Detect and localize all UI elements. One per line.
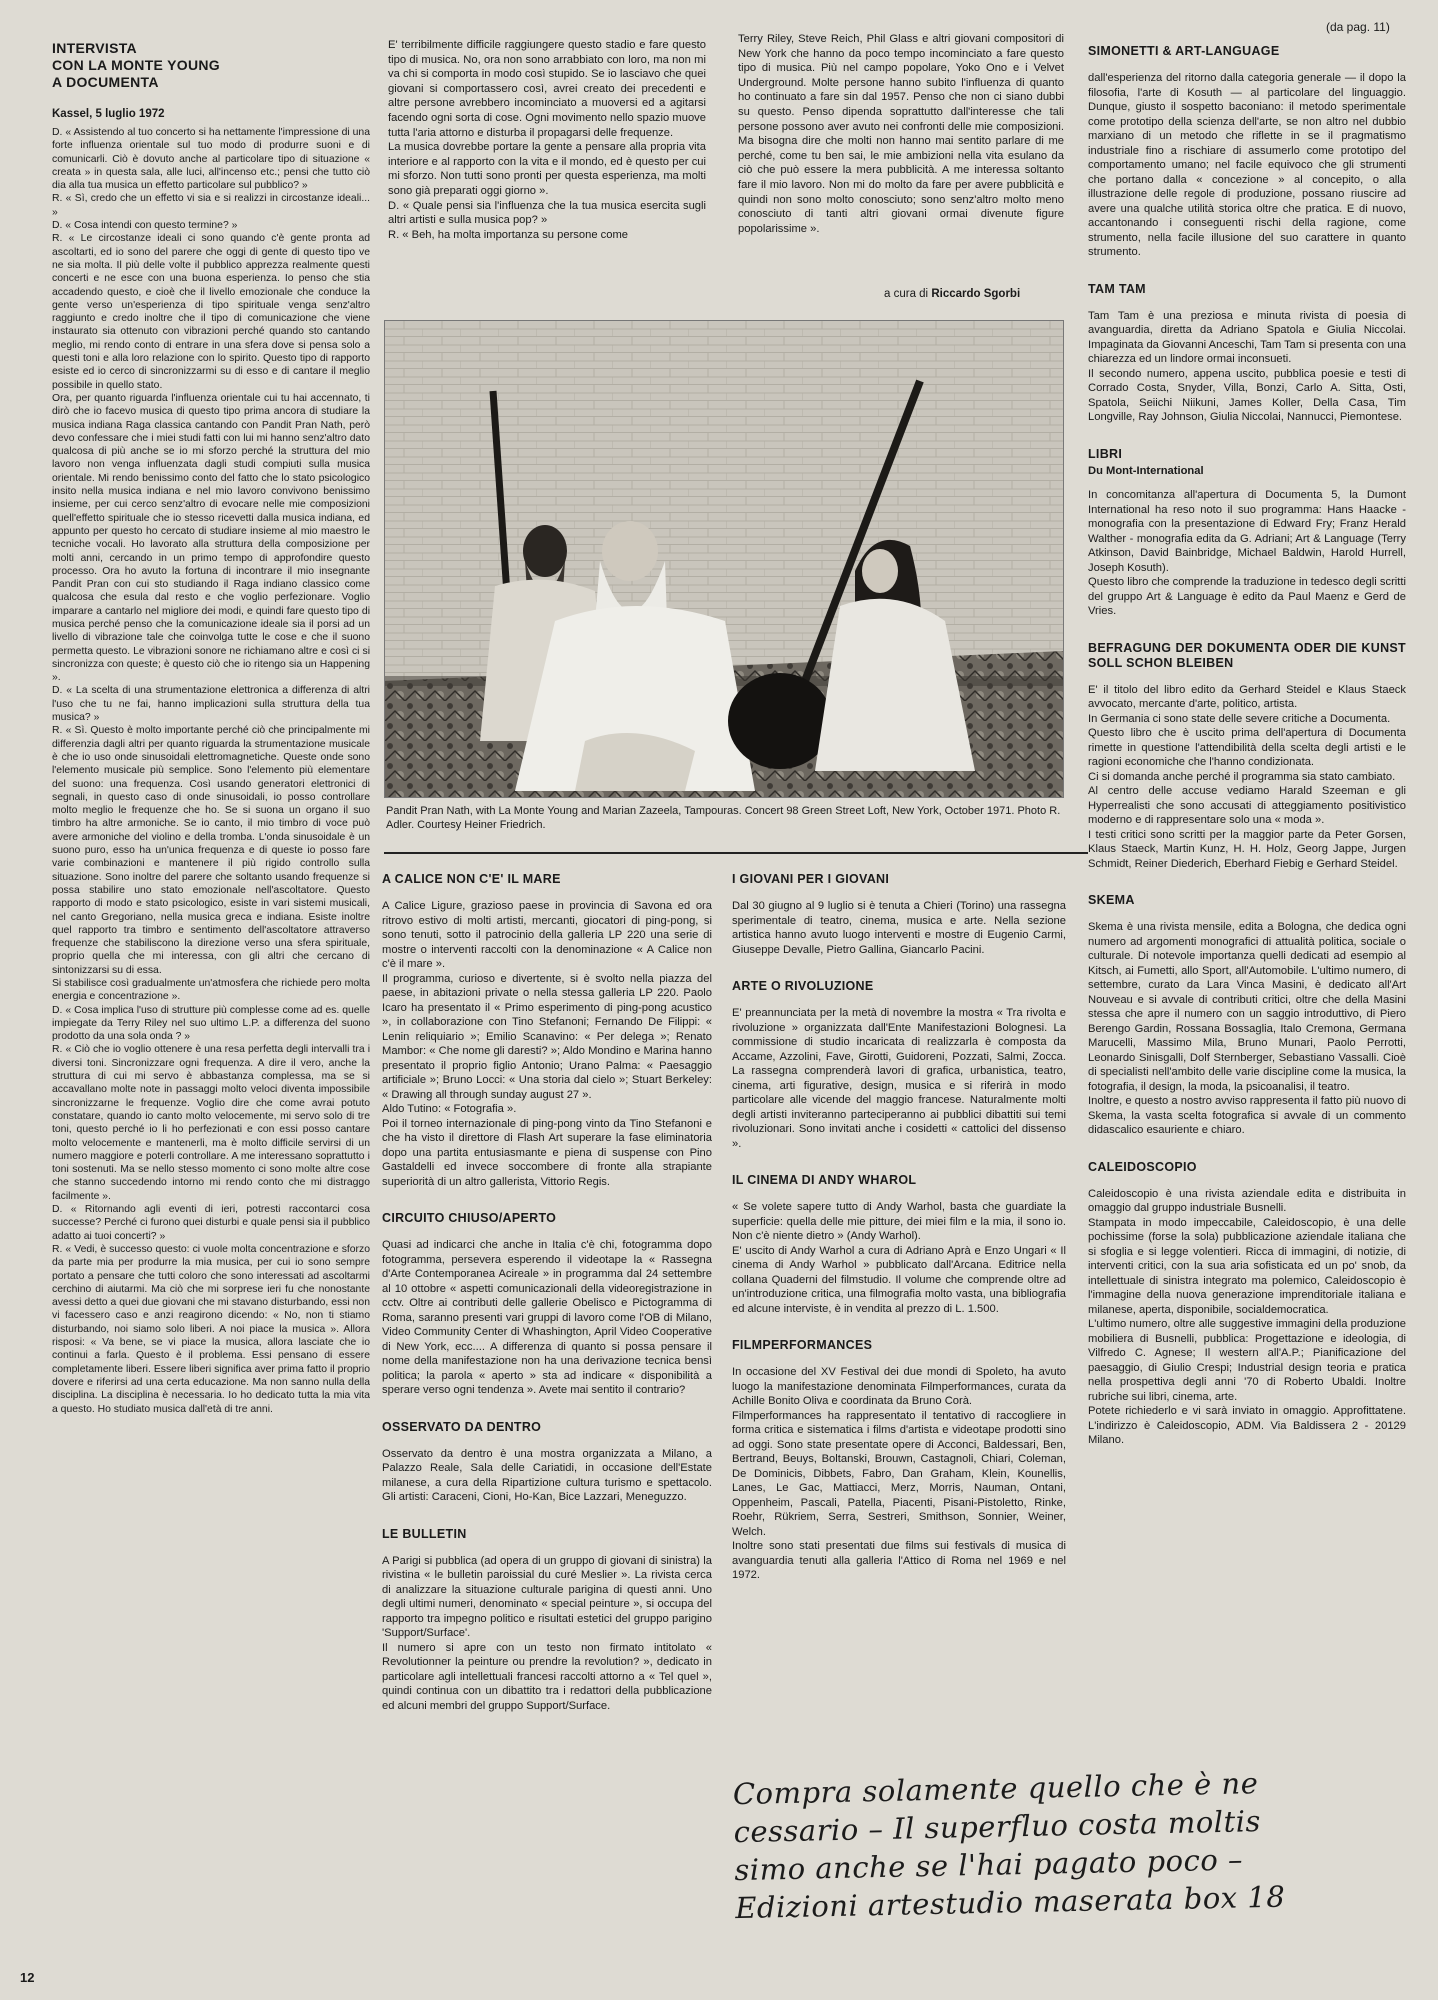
paragraph: D. « Cosa implica l'uso di strutture più complesse come ad es. quelle impiegate da Terry Riley nel suo ultimo L.P. a differenza del suono prodotto da una sola onda ? » [52, 1004, 370, 1043]
paragraph: D. « Quale pensi sia l'influenza che la tua musica esercita sugli altri artisti e sulla musica pop? » [388, 199, 706, 227]
section-title: LIBRI [1088, 446, 1123, 461]
section-title: FILMPERFORMANCES [732, 1338, 873, 1352]
section-divider [384, 852, 1088, 854]
interview-dateline: Kassel, 5 luglio 1972 [52, 108, 165, 120]
paragraph: R. « Ciò che io voglio ottenere è una resa perfetta degli intervalli tra i diversi toni. Sincronizzare ogni frequenza. A dire il vero, anche la struttura di cui mi servo è abbastanza complessa, ma se si accavallano molte note in passaggi molto veloci diventa impossibile sincronizzarne le frequenze. Voglio dire che come avrai potuto constatare, quando io canto molto velocemente, mi servo solo di tre toni, questo perché io li ho perfezionati e con essi posso cantare molto velocemente e mantenerli, ma è molto difficile servirsi di un numero maggiore e poterli controllare. A me interessano soprattutto i toni sostenuti. Ma se nello stesso momento ci sono molte altre cose che stanno succedendo intorno mi rendo conto che mi distraggo facilmente ». [52, 1044, 370, 1202]
paragraph: Ora, per quanto riguarda l'influenza orientale cui tu hai accennato, ti dirò che io facevo musica di questo tipo prima ancora di studiare la musica indiana Raga classica cantando con Pandit Pran Nath, però devo confessare che i miei studi fatti con lui mi hanno senz'altro dato qualcosa di più anche se io mi sforzo perché la struttura del mio lavoro non venga influenzata dagli studi compiuti sulla musica orientale. Mi rendo benissimo conto del fatto che lo stato psicologico insito nella musica indiana e nel mio lavoro convivono benissimo insieme, per cui cerco senz'altro di evocare nelle mie composizioni quell'effetto spirituale che io stesso ricevetti dalla musica indiana, ed appunto per questo ho cercato di studiare insieme al mio maestro le tecniche vocali. Ho lavorato alla struttura della composizione per molti anni, cercando in un primo tempo di approfondire questo processo. Ora ho avuto la fortuna di incontrare il mio insegnante Pandit Pran con cui sto studiando il Raga indiano classico come qualcosa che esula dal resto e che voglio perfezionare. Voglio imparare a cantarlo nel migliore dei modi, e quindi fare questo tipo di musica perché penso che la comunicazione ideale sia il porsi ad un livello di vibrazione tale che coinvolga tutte le cose e che il suono permetta questo. Le vibrazioni sonore ne richiamano altre e così ci si sincronizza con queste; è questo ciò che io ritengo sia un Happening ». [52, 392, 370, 684]
photo-caption: Pandit Pran Nath, with La Monte Young and Marian Zazeela, Tampouras. Concert 98 Green Street Loft, New York, October 1971. Photo R. Adler. Courtesy Heiner Friedrich. [386, 805, 1061, 831]
interview-title-line: CON LA MONTE YOUNG [52, 57, 220, 73]
paragraph: Tam Tam è una preziosa e minuta rivista di poesia di avanguardia, diretta da Adriano Spatola e Giulia Niccolai. Impaginata da Giovanni Anceschi, Tam Tam si presenta con una chiarezza ed un lindore ormai inconsueti. [1088, 309, 1406, 365]
paragraph: E' uscito di Andy Warhol a cura di Adriano Aprà e Enzo Ungari « Il cinema di Andy Warhol » pubblicato dall'Arcana. Editrice nella collana Quaderni del filmstudio. Il volume che comprende oltre ad un'introduzione critica, una filmografia molto vasta, una bibliografia ed alcune interviste, è in vendita al prezzo di L. 1.500. [732, 1244, 1066, 1315]
news-column-a [382, 872, 712, 1972]
interview-title-line: INTERVISTA [52, 40, 137, 56]
page-number: 12 [20, 1970, 35, 1985]
paragraph: In Germania ci sono state delle severe critiche a Documenta. [1088, 712, 1391, 725]
paragraph: E' il titolo del libro edito da Gerhard Steidel e Klaus Staeck avvocato, mercante d'arte, politico, artista. [1088, 683, 1406, 710]
paragraph: Il programma, curioso e divertente, si è svolto nella piazza del paese, in abitazioni private o nella stessa galleria LP 220. Paolo Icaro ha presentato il « Primo esperimento di ping-pong acustico », in collaborazione con Tino Stefanoni; Fernando De Filippi: « Lenin reliquiario »; Emilio Scanavino: « Per delega »; Renato Mambor: « Che nome gli daresti? »; Aldo Mondino e Marina hanno presentato il proprio figlio Antonio; Urano Palma: « Paesaggio artificiale »; Bruno Locci: « Una storia dal cielo »; Stuart Berkeley: « Drawing all through sunday august 27 ». [382, 972, 712, 1101]
paragraph: L'ultimo numero, oltre alle suggestive immagini della produzione mobiliera di Busnelli, pubblica: Progettazione e ideologia, di Vilfredo C. Agnese; Il western all'A.P.; Pianificazione del paesaggio, di Giulio Crespi; Industrial design teoria e pratica nella prospettiva degli anni '70 di Roberto Ubaldi. Inoltre rubriche sui libri, cinema, arte. [1088, 1318, 1406, 1403]
paragraph: Al centro delle accuse vediamo Harald Szeeman e gli Hyperrealisti che sono accusati di atteggiamento positivistico moderno e di rappresentare solo una « moda ». [1088, 785, 1406, 826]
news-column-right [1088, 44, 1406, 1764]
section-title: CALEIDOSCOPIO [1088, 1159, 1197, 1174]
handwritten-line: Edizioni artestudio maserata box 18 [734, 1879, 1286, 1926]
paragraph: Poi il torneo internazionale di ping-pong vinto da Tino Stefanoni e che ha visto il direttore di Flash Art superare la fase eliminatoria dopo una partita entusiasmante e piena di suspense con Pino Gastaldelli ed invece soccombere di fronte alla strapiante superiorità di un altro gallerista, Vittorio Regis. [382, 1117, 712, 1188]
paragraph: I testi critici sono scritti per la maggior parte da Peter Gorsen, Klaus Staeck, Martin Kunz, H. H. Holz, Georg Jappe, Jurgen Schmidt, Reiner Diederich, Eberhard Fiebig e Gerhard Steidel. [1088, 828, 1406, 870]
paragraph: Si stabilisce così gradualmente un'atmosfera che richiede pero molta energia e concentrazione ». [52, 978, 370, 1003]
paragraph: Caleidoscopio è una rivista aziendale edita e distribuita in omaggio dal gruppo industriale Busnelli. [1088, 1187, 1406, 1214]
section-title: IL CINEMA DI ANDY WHAROL [732, 1173, 917, 1187]
paragraph: A Parigi si pubblica (ad opera di un gruppo di giovani di sinistra) la rivistina « le bulletin paroissial du curé Meslier ». La rivista cerca di analizzare la situazione culturale parigina di questi anni. Uno degli ultimi numeri, denominato « special peinture », si occupa del rapporto tra impegno politico e risultati estetici del gruppo parigino 'Support/Surface'. [382, 1554, 712, 1639]
paragraph: D. « Ritornando agli eventi di ieri, potresti raccontarci cosa successe? Perché ci furono quei disturbi e quale pensi sia il pubblico adatto ai tuoi concerti? » [52, 1204, 370, 1242]
handwritten-note [732, 1761, 1415, 1927]
credit-prefix: a cura di [884, 288, 929, 300]
paragraph: R. « Sì, credo che un effetto vi sia e si realizzi in circostanze ideali... » [52, 193, 370, 218]
paragraph: Filmperformances ha rappresentato il tentativo di raccogliere in forma critica e sistematica i films d'artista e videotape prodotti sino ad oggi. Sono state presentate opere di Acconci, Baldessari, Ben, Bertrand, Beuys, Boltanski, Brouwn, Castagnoli, Chiari, Coleman, De Dominicis, Dibbets, Fabro, Dan Graham, Klein, Kounellis, Lanes, Le Gac, Mattiacci, Merz, Morris, Nauman, Ontani, Oppenheim, Pascali, Patella, Piacenti, Pisani-Pistoletto, Rinke, Roehr, Rükriem, Serra, Sestreri, Smithson, Sonnier, Weiner, Welch. [732, 1409, 1066, 1538]
paragraph: R. « Vedi, è successo questo: ci vuole molta concentrazione e sforzo da parte mia per produrre la mia musica, per cui io sono sempre portato a pensare che tutti coloro che sono interessati ad ascoltarmi cerchino di aiutarmi. Ma ciò che mi sorprese ieri fu che nonostante avessi detto a quei due giovani che mi stavano disturbando, essi non vi facessero caso e anzi reagirono dicendo: « No, non ti stiamo disturbando, noi siamo solo liberi. A noi piace la musica ». Allora risposi: « Va bene, se vi piace la musica, allora lasciate che io continui a farla. Questo è il problema. Essi pensano di essere completamente liberi. Essere liberi significa aver prima fatto il proprio dovere e riferirsi ad una certa educazione. Ma non sanno nulla della disciplina. La disciplina è necessaria. Io ho dedicato tutta la mia vita a questo. Ho studiato musica dall'età di tre anni. [52, 1243, 370, 1415]
concert-photo [384, 320, 1064, 798]
section-title: BEFRAGUNG DER DOKUMENTA ODER DIE KUNST SOLL SCHON BLEIBEN [1088, 640, 1406, 670]
paragraph: R. « Beh, ha molta importanza su persone come [388, 228, 629, 241]
handwritten-line: Compra solamente quello che è ne [732, 1766, 1259, 1812]
section-title: A CALICE NON C'E' IL MARE [382, 872, 561, 886]
continued-note: (da pag. 11) [1326, 20, 1390, 34]
section-title: I GIOVANI PER I GIOVANI [732, 872, 890, 886]
paragraph: Stampata in modo impeccabile, Caleidoscopio, è una delle pochissime (forse la sola) pubblicazione aziendale italiana che si sfoglia e si legge volentieri. Ricca di immagini, di notizie, di interventi critici, con la sua aria sofisticata ed un po' snob, da intellettuale di sinistra integrato ma polemico, Caleidoscopio è l'immagine della nuova generazione imprenditoriale italiana e milanese, aperta, disponibile, socialdemocratica. [1088, 1216, 1406, 1316]
interview-column-1 [52, 126, 370, 1970]
paragraph: D. « La scelta di una strumentazione elettronica a differenza di altri l'uso che tu ne fai, hanno implicazioni sulla struttura della tua musica? » [52, 685, 370, 724]
section-title: OSSERVATO DA DENTRO [382, 1419, 542, 1434]
section-title: LE BULLETIN [382, 1526, 467, 1541]
paragraph: E' terribilmente difficile raggiungere questo stadio e fare questo tipo di musica. No, ora non sono arrabbiato con loro, ma non mi va chi si comporta in modo così stupido. Se io lasciavo che quei giovani si comportassero così, avrei creato dei precedenti e altre persone avrebbero incominciato a muoversi ed a agitarsi facendo ogni sorta di cose. Ogni movimento nello spazio muove tutta l'aria attorno e disturba il propagarsi delle frequenze. [388, 39, 706, 139]
paragraph: Aldo Tutino: « Fotografia ». [382, 1103, 517, 1115]
paragraph: Inoltre, e questo a nostro avviso rappresenta il fatto più nuovo di Skema, la vasta scelta fotografica si avvale di un commento didascalico esauriente e chiaro. [1088, 1095, 1406, 1136]
paragraph: A Calice Ligure, grazioso paese in provincia di Savona ed ora ritrovo estivo di molti artisti, mercanti, giocatori di ping-pong, si sono tenuti, sotto il patrocinio della galleria LP 220 una serie di mostre o interventi raccolti con la denominazione « A Calice non c'è il mare ». [382, 900, 712, 970]
paragraph: Il secondo numero, appena uscito, pubblica poesie e testi di Corrado Costa, Snyder, Villa, Bonzi, Carlo A. Sitta, Osti, Spatola, Seiichi Niikuni, James Koller, Della Casa, Tim Longville, Ray Johnson, Giulia Niccolai, Nannucci, Piemontese. [1088, 367, 1406, 423]
paragraph: E' preannunciata per la metà di novembre la mostra « Tra rivolta e rivoluzione » organizzata dall'Ente Manifestazioni Bolognesi. La commissione di studio incaricata di realizzarla è composta da Accame, Azzolini, Fave, Girotti, Guidoreni, Pozzati, Salmi, Zocca. La rassegna comprenderà lavori di grafica, urbanistica, teatro, cinema, arti figurative, design, musica e si riferirà in modo particolare alle vicende del maggio francese. Naturalmente molti degli artisti inviteranno parteciperanno ai pubblici dibattiti sui temi rivoluzionari. Sono invitati anche i cosidetti « cattolici del dissenso ». [732, 1007, 1066, 1150]
paragraph: Ci si domanda anche perché il programma sia stato cambiato. [1088, 770, 1396, 783]
interview-title-line: A DOCUMENTA [52, 74, 159, 90]
paragraph: « Se volete sapere tutto di Andy Warhol, basta che guardiate la superficie: quella delle mie pitture, dei miei film e la mia, il sono io. Non c'è niente dietro » (Andy Warhol). [732, 1201, 1066, 1242]
section-title: ARTE O RIVOLUZIONE [732, 979, 874, 993]
paragraph: D. « Cosa intendi con questo termine? » [52, 220, 238, 232]
paragraph: In concomitanza all'apertura di Documenta 5, la Dumont International ha reso noto il suo programma: Hans Haacke - monografia con la presentazione di Edward Fry; Franz Herald Walther - monografia edita da G. Adriani; Art & Language (Terry Atkinson, David Bainbridge, Michael Baldwin, Harold Hurrell, Joseph Kosuth). [1088, 489, 1406, 574]
paragraph: Quasi ad indicarci che anche in Italia c'è chi, fotogramma dopo fotogramma, persevera esperendo il videotape la « Rassegna d'Arte Contemporanea Acireale » in programma dal 24 settembre al 10 ottobre « aspetti comunicazionali della videoregistrazione in cctv. Oltre ai contributi delle gallerie Obelisco e Pictogramma di Roma, saranno presenti vari gruppi di lavoro come l'OB di Milano, Video Community Center di Whashington, April Video Cooperative di New York, ecc.... A differenza di quanto si possa pensare il nome della manifestazione non ha una derivazione tecnica bensì politica; la parola « aperto » sta ad indicare « disponibilità a sperare verso ogni tendenza ». Avete mai sentito il contrario? [382, 1239, 712, 1396]
paragraph: D. « Assistendo al tuo concerto si ha nettamente l'impressione di una forte influenza orientale sul tuo modo di produrre suoni e di comunicarli. Ciò è dovuto anche al particolare tipo di situazione « creata » in questa sala, alle luci, all'incenso etc.; pensi che tutto ciò dia alla tua musica un effetto particolare sul pubblico? » [52, 127, 370, 192]
section-title: CIRCUITO CHIUSO/APERTO [382, 1211, 557, 1225]
paragraph: In occasione del XV Festival dei due mondi di Spoleto, ha avuto luogo la manifestazione denominata Filmperformances, curata da Achille Bonito Oliva e coordinata da Bruno Corà. [732, 1366, 1066, 1407]
section-title: SKEMA [1088, 893, 1135, 907]
paragraph: Skema è una rivista mensile, edita a Bologna, che dedica ogni numero ad argomenti monografici di attualità politica, sociale o culturale. Di notevole importanza quelli dedicati ad esempio al Kitsch, ai Fumetti, allo Sport, all'Automobile. L'ultimo numero, di settembre, curato da Lara Vinca Masini, è dedicato all'Art Nouveau e si avvale di contributi critici, oltre che della Masini stessa che apre il numero con un saggio introduttivo, di Piero Berengo Gardin, Rossana Bossaglia, Italo Cremona, Germana Marucelli, Massimo Mila, Bruno Munari, Paolo Perrotti, Leonardo Sinisgalli, Dolf Sternberger, Sebastiano Vassalli. Cioè di specialisti nell'ambito delle varie discipline come la musica, la fotografia, il design, la moda, la psicoanalisi, il teatro. [1088, 921, 1406, 1093]
paragraph: Potete richiederlo e vi sarà inviato in omaggio. Approfittatene. L'indirizzo è Caleidoscopio, ADM. Via Baldissera 2 - 20129 Milano. [1088, 1405, 1406, 1446]
paragraph: Il numero si apre con un testo non firmato intitolato « Revolutionner la peinture ou prendre la revolution? », dedicato in particolare agli intellettuali francesi raccolti attorno a « Tel quel », quindi continua con un dibattito tra i redattori della pubblicazione ed alcuni membri del gruppo Support/Surface. [382, 1641, 712, 1712]
paragraph: Osservato da dentro è una mostra organizzata a Milano, a Palazzo Reale, Sala delle Cariatidi, in occasione dell'Estate milanese, a cura della Ripartizione cultura turismo e spettacolo. Gli artisti: Caraceni, Cioni, Ho-Kan, Bice Lazzari, Meneguzzo. [382, 1447, 712, 1503]
interview-credit [884, 288, 1020, 300]
paragraph: La musica dovrebbe portare la gente a pensare alla propria vita interiore e al rapporto con la vita e il mondo, ed è questo per cui mi sforzo. Non tutti sono pronti per questa esperienza, ma molti sono già preparati oggi giorno ». [388, 141, 706, 197]
interview-column-2 [388, 38, 706, 314]
concert-photo-image [385, 321, 1063, 797]
paragraph: R. « Sì. Questo è molto importante perché ciò che principalmente mi differenzia dagli altri per quanto riguarda la strumentazione musicale è che io uso onde sinusoidali elettromagnetiche. Queste onde sono l'elemento musicale più semplice. Sono l'elemento più elementare del suono: una frequenza. Così usando generatori elettronici di segnali, in questo caso di onde sinusoidali, io posso controllare molto meglio le frequenze che ho. Se si suona un organo il suo timbro ha altre armoniche. Se io canto, il mio timbro di voce può avere armoniche del violino e della tromba. L'onda sinusoidale è un suono puro, esso ha un'unica frequenza e di queste io posso fare varie combinazioni e mantenere il più rigido controllo sulla situazione. Sono inoltre del parere che soltanto usando frequenze si possa stabilire uno stato emozionale nell'ascoltatore. Questo rapporto di modo e stato psicologico, esiste in vari sistemi musicali, nel canto Gregoriano, nella musica greca e indiana. Esiste inoltre quel rapporto tra timbro e sentimento dell'ascoltatore attraverso frequenze che stabiliscono la direzione verso una sfera spirituale, proprio quella che mi interessa, con gli altri che cercano di sintonizzarsi su di essa. [52, 725, 370, 976]
section-title: TAM TAM [1088, 281, 1146, 296]
paragraph: Terry Riley, Steve Reich, Phil Glass e altri giovani compositori di New York che hanno da poco tempo incominciato a fare questo tipo di musica. Più nel campo popolare, Yoko Ono e i Velvet Underground. Molte persone hanno subito l'influenza di quanto ho continuato a fare sin dal 1957. Penso che non ci siano dubbi su questo. Penso dipenda soprattutto dall'interesse che tali persone possono aver avuto nei confronti delle mie composizioni. Ma bisogna dire che molti non hanno mai sentito parlare di me perché, come tu ben sai, le mie ambizioni nella vita esulano da ciò che può essere la mera pubblicità. A me interessa soltanto fare il mio lavoro. Non mi do molto da fare per avere pubblicità e quindi non sono molto conosciuto; sono senz'altro molto meno conosciuto di tanti altri giovani ormai divenute figure popolarissime ». [738, 33, 1064, 235]
interview-column-3 [738, 32, 1064, 282]
handwritten-line: cessario – Il superfluo costa moltis [733, 1804, 1262, 1850]
paragraph: Dal 30 giugno al 9 luglio si è tenuta a Chieri (Torino) una rassegna sperimentale di teatro, cinema, musica e arte. Nella sezione artistica hanno avuto luogo interventi e mostre di Eugenio Carmi, Giuseppe Devalle, Pietro Gallina, Giancarlo Pacini. [732, 900, 1066, 956]
paragraph: Inoltre sono stati presentati due films sui festivals di musica di avanguardia tenuti alla galleria l'Attico di Roma nel 1969 e nel 1972. [732, 1540, 1066, 1581]
paragraph: dall'esperienza del ritorno dalla categoria generale — il dopo la filosofia, l'arte di Kosuth — al particolare del linguaggio. Dunque, giusto il sospetto baconiano: il metodo sperimentale come prototipo della scienza dell'arte, se non altro nel dubbio marxiano di un metodo che riflette in se il pragmatismo industriale fino a rischiare di assumerlo come prototipo del comportamento umano; nel facile equivoco che gli strumenti che portano dalla « concezione » al concepito, o alla illustrazione delle regole di produzione, possano riuscire ad avere una qualche utilità storica oltre che pratica. E di nuovo, accantonando i conseguenti rischi della ragione, come strumento, nella facile illusione del suo carattere in quanto strumento. [1088, 72, 1406, 258]
paragraph: Questo libro che comprende la traduzione in tedesco degli scritti del gruppo Art & Language è edito da Paul Maenz e Gerd de Vries. [1088, 576, 1406, 617]
paragraph: Questo libro che è uscito prima dell'apertura di Documenta rimette in questione l'attendibilità della scelta degli artisti e le ragioni economiche che l'hanno condizionata. [1088, 727, 1406, 768]
paragraph: R. « Le circostanze ideali ci sono quando c'è gente pronta ad ascoltarti, ed io sono del parere che oggi di gente di questo tipo ve ne sia molta. Il più delle volte il pubblico apprezza realmente questi concerti e ne esce con una buona esperienza. Io penso che stia accadendo questo, e cioè che il livello emozionale che conduce la gente verso un'esperienza di tipo spirituale venga senz'altro raggiunto e credo inoltre che il tipo di comunicazione che viene instaurato sia ottenuto con vibrazioni perché quando sto cantando meglio, mi rendo conto di entrare in una sfera dove si pensa solo a questi toni e alla loro relazione con lo spirito. Questo tipo di rapporto esiste ed io cerco di sincronizzarmi su di esso e di cantare il meglio possibile in quello stato. [52, 233, 370, 391]
credit-name: Riccardo Sgorbi [931, 288, 1021, 300]
section-subtitle: Du Mont-International [1088, 464, 1204, 477]
interview-title [52, 40, 352, 91]
section-title: SIMONETTI & ART-LANGUAGE [1088, 44, 1280, 58]
handwritten-line: simo anche se l'hai pagato poco – [734, 1842, 1244, 1888]
